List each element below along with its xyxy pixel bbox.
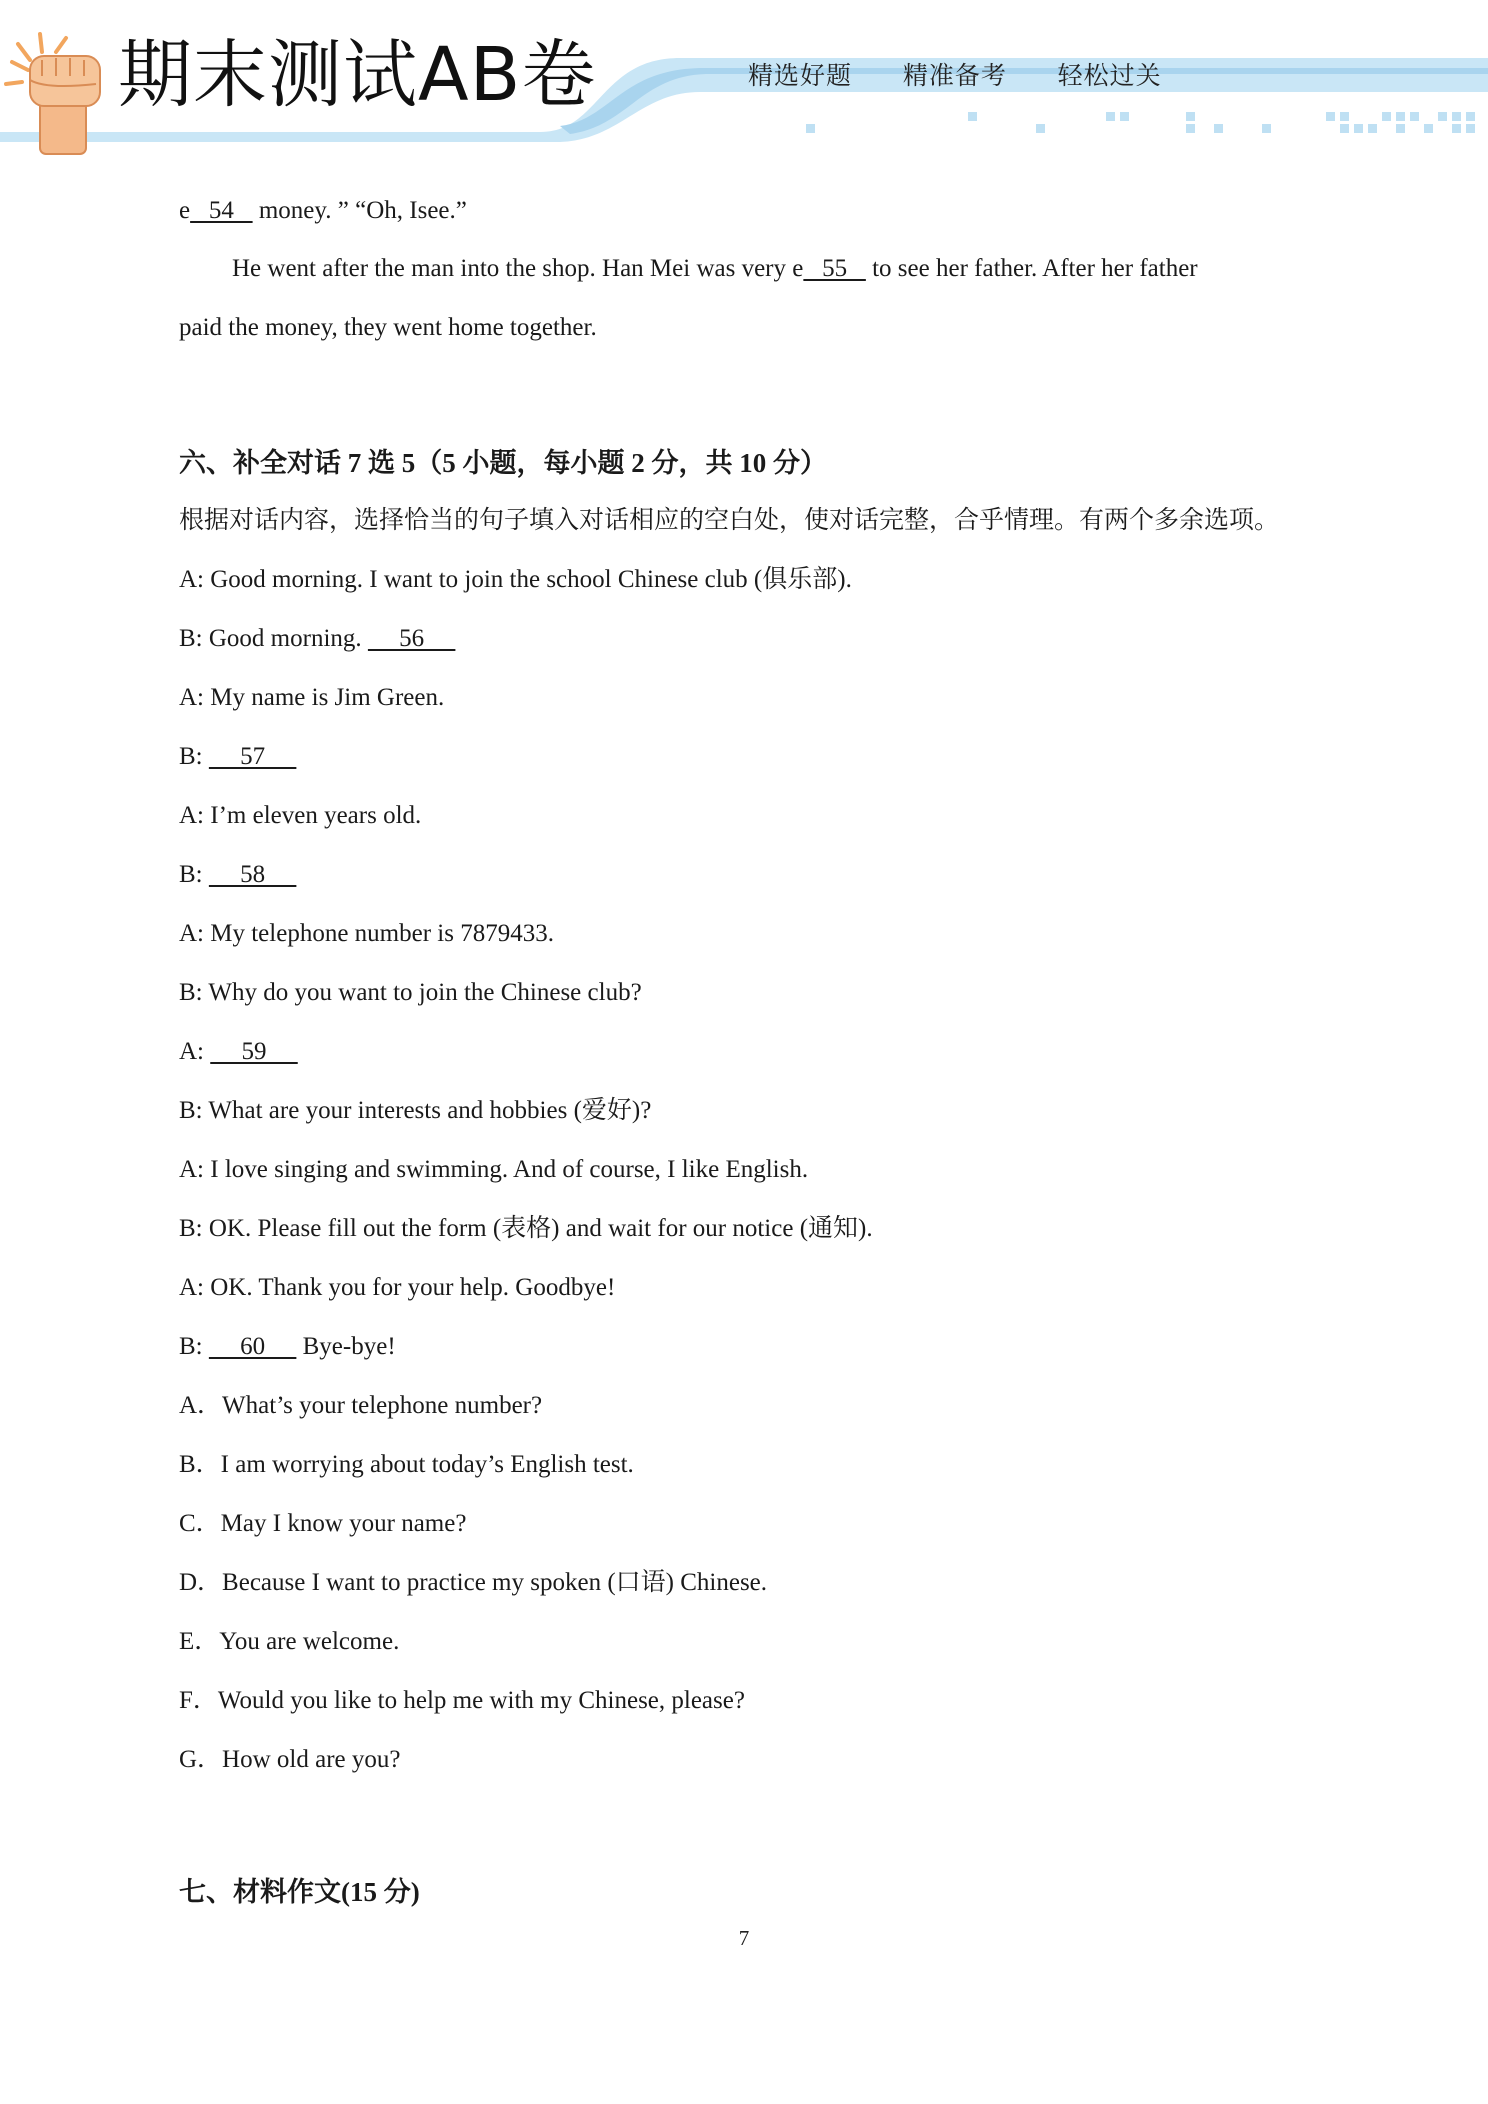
dialogue-line <box>179 565 852 595</box>
dialogue-line <box>179 1332 396 1362</box>
passage-text: He went after the man into the shop. Han Mei was very e <box>232 255 804 282</box>
dialogue-text: B: OK. Please fill out the form (表格) and wait for our notice (通知). <box>179 1215 873 1242</box>
passage-text: paid the money, they went home together. <box>179 314 597 341</box>
section-7-title: 七、材料作文(15 分) <box>179 1877 420 1907</box>
dialogue-line <box>179 624 455 654</box>
blank-55: 55 <box>803 255 866 282</box>
header-banner <box>0 0 1488 160</box>
passage-text: to see her father. After her father <box>865 255 1198 282</box>
dialogue-text: A: <box>179 1038 211 1065</box>
option-c: C．May I know your name? <box>179 1510 467 1537</box>
dialogue-line <box>179 860 296 890</box>
passage-line-2 <box>232 254 1198 284</box>
dialogue-line <box>179 1214 873 1244</box>
dialogue-text: A: I’m eleven years old. <box>179 802 422 829</box>
passage-text: money. ” “Oh, Isee.” <box>252 197 467 224</box>
option-b: B．I am worrying about today’s English test. <box>179 1451 634 1478</box>
option-f: F．Would you like to help me with my Chinese, please? <box>179 1687 745 1714</box>
dialogue-text: B: <box>179 861 209 888</box>
dialogue-line <box>179 1096 651 1126</box>
blank-54: 54 <box>190 197 253 224</box>
passage-text: e <box>179 197 191 224</box>
dialogue-line <box>179 742 296 772</box>
blank-59: 59 <box>210 1038 298 1065</box>
banner-title: 期末测试AB卷 <box>118 32 597 118</box>
dialogue-text: A: My name is Jim Green. <box>179 684 445 711</box>
page-number: 7 <box>738 1926 750 1950</box>
option-a: A．What’s your telephone number? <box>179 1392 543 1419</box>
blank-60: 60 <box>208 1333 297 1360</box>
section-6-title: 六、补全对话 7 选 5（5 小题，每小题 2 分，共 10 分） <box>179 448 827 478</box>
blank-58: 58 <box>208 861 297 888</box>
banner-slogan: 精选好题 精准备考 轻松过关 <box>748 61 1162 90</box>
dialogue-line <box>179 1273 615 1303</box>
dialogue-line <box>179 1037 298 1067</box>
dialogue-text: A: Good morning. I want to join the school Chinese club (俱乐部). <box>179 566 852 593</box>
passage-line-1 <box>179 196 467 226</box>
dialogue-text: A: OK. Thank you for your help. Goodbye! <box>179 1274 616 1301</box>
dialogue-text: B: <box>179 1333 209 1360</box>
dialogue-text: B: Good morning. <box>179 625 368 652</box>
dialogue-text: B: <box>179 743 209 770</box>
dialogue-line <box>179 1155 808 1185</box>
blank-56: 56 <box>367 625 456 652</box>
dialogue-text: Bye-bye! <box>296 1333 396 1360</box>
dialogue-text: A: My telephone number is 7879433. <box>179 920 554 947</box>
dialogue-text: B: What are your interests and hobbies (爱好)? <box>179 1097 652 1124</box>
blank-57: 57 <box>208 743 297 770</box>
dialogue-line <box>179 978 642 1008</box>
dialogue-line <box>179 919 554 949</box>
passage-line-3 <box>179 313 597 343</box>
section-6-instruction: 根据对话内容，选择恰当的句子填入对话相应的空白处，使对话完整，合乎情理。有两个多余选项。 <box>179 507 1280 534</box>
option-d: D．Because I want to practice my spoken (口语) Chinese. <box>179 1569 768 1596</box>
dialogue-line <box>179 683 444 713</box>
option-g: G．How old are you? <box>179 1746 401 1773</box>
dialogue-line <box>179 801 421 831</box>
dialogue-text: B: Why do you want to join the Chinese club? <box>179 979 642 1006</box>
dialogue-text: A: I love singing and swimming. And of course, I like English. <box>179 1156 809 1183</box>
option-e: E．You are welcome. <box>179 1628 400 1655</box>
